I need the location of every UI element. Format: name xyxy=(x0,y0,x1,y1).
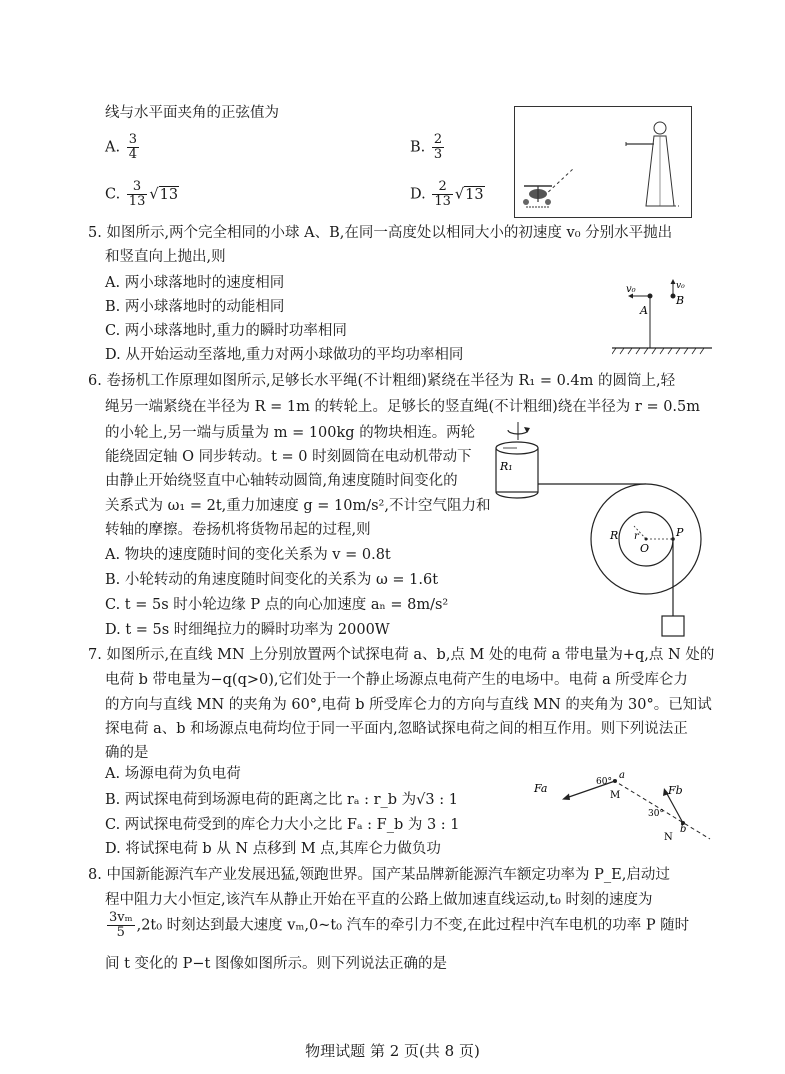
point-p-label: P xyxy=(676,526,684,539)
fb-label: Fb xyxy=(668,784,683,797)
q6-option-d[interactable]: D. t = 5s 时细绳拉力的瞬时功率为 2000W xyxy=(105,622,390,638)
fa-label: Fa xyxy=(534,782,548,795)
page-footer: 物理试题 第 2 页(共 8 页) xyxy=(305,1042,480,1060)
ball-a xyxy=(648,294,653,299)
charge-a-label: a xyxy=(619,770,625,781)
q5-stem-line-2: 和竖直向上抛出,则 xyxy=(105,249,226,265)
q4-option-d[interactable]: D. $\frac{2}{13}$ √13 xyxy=(410,179,484,209)
q8-stem-line-4: 间 t 变化的 P−t 图像如图所示。则下列说法正确的是 xyxy=(105,956,447,972)
q7-option-c[interactable]: C. 两试探电荷受到的库仑力大小之比 Fₐ : F_b 为 3 : 1 xyxy=(105,817,460,833)
q7-option-a[interactable]: A. 场源电荷为负电荷 xyxy=(105,766,241,782)
r1-label: R₁ xyxy=(500,460,513,473)
q4-option-b[interactable]: B. $\frac{2}{3}$ xyxy=(410,132,443,162)
ball-b-label: B xyxy=(676,294,685,307)
q5-option-c[interactable]: C. 两小球落地时,重力的瞬时功率相同 xyxy=(105,323,347,339)
q6-stem-line-2: 绳另一端紧绕在半径为 R = 1m 的转轮上。足够长的竖直绳(不计粗细)绕在半径为 r = 0.5m xyxy=(105,399,701,415)
axis-o-label: O xyxy=(640,542,650,555)
drone-icon xyxy=(523,186,552,207)
q7-stem-line-4: 探电荷 a、b 和场源点电荷均位于同一平面内,忽略试探电荷之间的相互作用。则下列说法正 xyxy=(105,721,688,737)
q5-option-a[interactable]: A. 两小球落地时的速度相同 xyxy=(105,275,285,291)
q4-stem-tail: 线与水平面夹角的正弦值为 xyxy=(105,105,279,121)
q5-option-b[interactable]: B. 两小球落地时的动能相同 xyxy=(105,299,285,315)
charge-b-label: b xyxy=(680,824,687,835)
fraction: $\frac{\text{3vₘ}}{5}$ xyxy=(109,910,133,940)
q6-option-b[interactable]: B. 小轮转动的角速度随时间变化的关系为 ω = 1.6t xyxy=(105,572,439,588)
ball-a-label: A xyxy=(640,304,648,317)
q7-figure-charges xyxy=(528,764,718,849)
angle-60-label: 60° xyxy=(596,777,612,787)
ball-b xyxy=(671,294,676,299)
point-m-label: M xyxy=(610,790,621,801)
q7-stem-line-2: 电荷 b 带电量为−q(q>0),它们处于一个静止场源点电荷产生的电场中。电荷 a 所受库仑力 xyxy=(105,672,688,688)
q6-stem-line-4: 能绕固定轴 O 同步转动。t = 0 时刻圆筒在电动机带动下 xyxy=(105,449,472,465)
q8-stem-line-2: 程中阻力大小恒定,该汽车从静止开始在平直的公路上做加速直线运动,t₀ 时刻的速度为 xyxy=(105,892,653,908)
q5-figure-balls xyxy=(612,276,712,358)
q6-stem-line-7: 转轴的摩擦。卷扬机将货物吊起的过程,则 xyxy=(105,522,371,538)
q6-figure-winch xyxy=(490,420,710,645)
fraction: $\frac{2}{13}$ xyxy=(434,179,451,209)
point-n-label: N xyxy=(664,832,673,843)
q7-option-d[interactable]: D. 将试探电荷 b 从 N 点移到 M 点,其库仑力做负功 xyxy=(105,841,441,857)
q6-option-a[interactable]: A. 物块的速度随时间的变化关系为 v = 0.8t xyxy=(105,547,391,563)
q6-stem-line-1: 6. 卷扬机工作原理如图所示,足够长水平绳(不计粗细)紧绕在半径为 R₁ = 0.4m 的圆筒上,轻 xyxy=(88,373,676,389)
q5-stem-line-1: 5. 如图所示,两个完全相同的小球 A、B,在同一高度处以相同大小的初速度 v₀ 分别水平抛出 xyxy=(88,225,673,241)
q6-stem-line-3: 的小轮上,另一端与质量为 m = 100kg 的物块相连。两轮 xyxy=(105,425,476,441)
v0-horizontal-label: v₀ xyxy=(626,284,636,295)
q7-stem-line-3: 的方向与直线 MN 的夹角为 60°,电荷 b 所受库仑力的方向与直线 MN 的夹角为 30°。已知试 xyxy=(105,697,712,713)
q4-figure-drone xyxy=(514,106,692,218)
q8-stem-line-3: $\frac{\text{3vₘ}}{5}$ ,2t₀ 时刻达到最大速度 vₘ,0~t₀ 汽车的牵引力不变,在此过程中汽车电机的功率 P 随时 xyxy=(109,910,690,940)
q7-stem-line-5: 确的是 xyxy=(105,745,149,761)
big-r-label: R xyxy=(610,529,619,542)
cargo-block xyxy=(662,616,684,636)
fraction: $\frac{3}{13}$ xyxy=(128,179,146,209)
person-icon xyxy=(626,122,679,206)
q7-option-b[interactable]: B. 两试探电荷到场源电荷的距离之比 rₐ : r_b 为√3 : 1 xyxy=(105,792,458,808)
q4-option-a[interactable]: A. $\frac{3}{4}$ xyxy=(105,132,137,162)
q6-option-c[interactable]: C. t = 5s 时小轮边缘 P 点的向心加速度 aₙ = 8m/s² xyxy=(105,597,449,613)
q6-stem-line-5: 由静止开始绕竖直中心轴转动圆筒,角速度随时间变化的 xyxy=(105,473,458,489)
q6-stem-line-6: 关系式为 ω₁ = 2t,重力加速度 g = 10m/s²,不计空气阻力和 xyxy=(105,498,491,514)
v0-vertical-label: v₀ xyxy=(676,281,685,291)
q7-stem-line-1: 7. 如图所示,在直线 MN 上分别放置两个试探电荷 a、b,点 M 处的电荷 a 带电量为+q,点 N 处的 xyxy=(88,647,715,663)
q5-option-d[interactable]: D. 从开始运动至落地,重力对两小球做功的平均功率相同 xyxy=(105,347,464,363)
q4-option-c[interactable]: C. $\frac{3}{13}$ √13 xyxy=(105,179,179,209)
fraction: $\frac{3}{4}$ xyxy=(128,132,137,162)
fraction: $\frac{2}{3}$ xyxy=(433,132,443,162)
q8-stem-line-1: 8. 中国新能源汽车产业发展迅猛,领跑世界。国产某品牌新能源汽车额定功率为 P_E,启动过 xyxy=(88,867,670,883)
small-r-label: r xyxy=(634,531,639,542)
angle-30-label: 30° xyxy=(648,809,664,819)
